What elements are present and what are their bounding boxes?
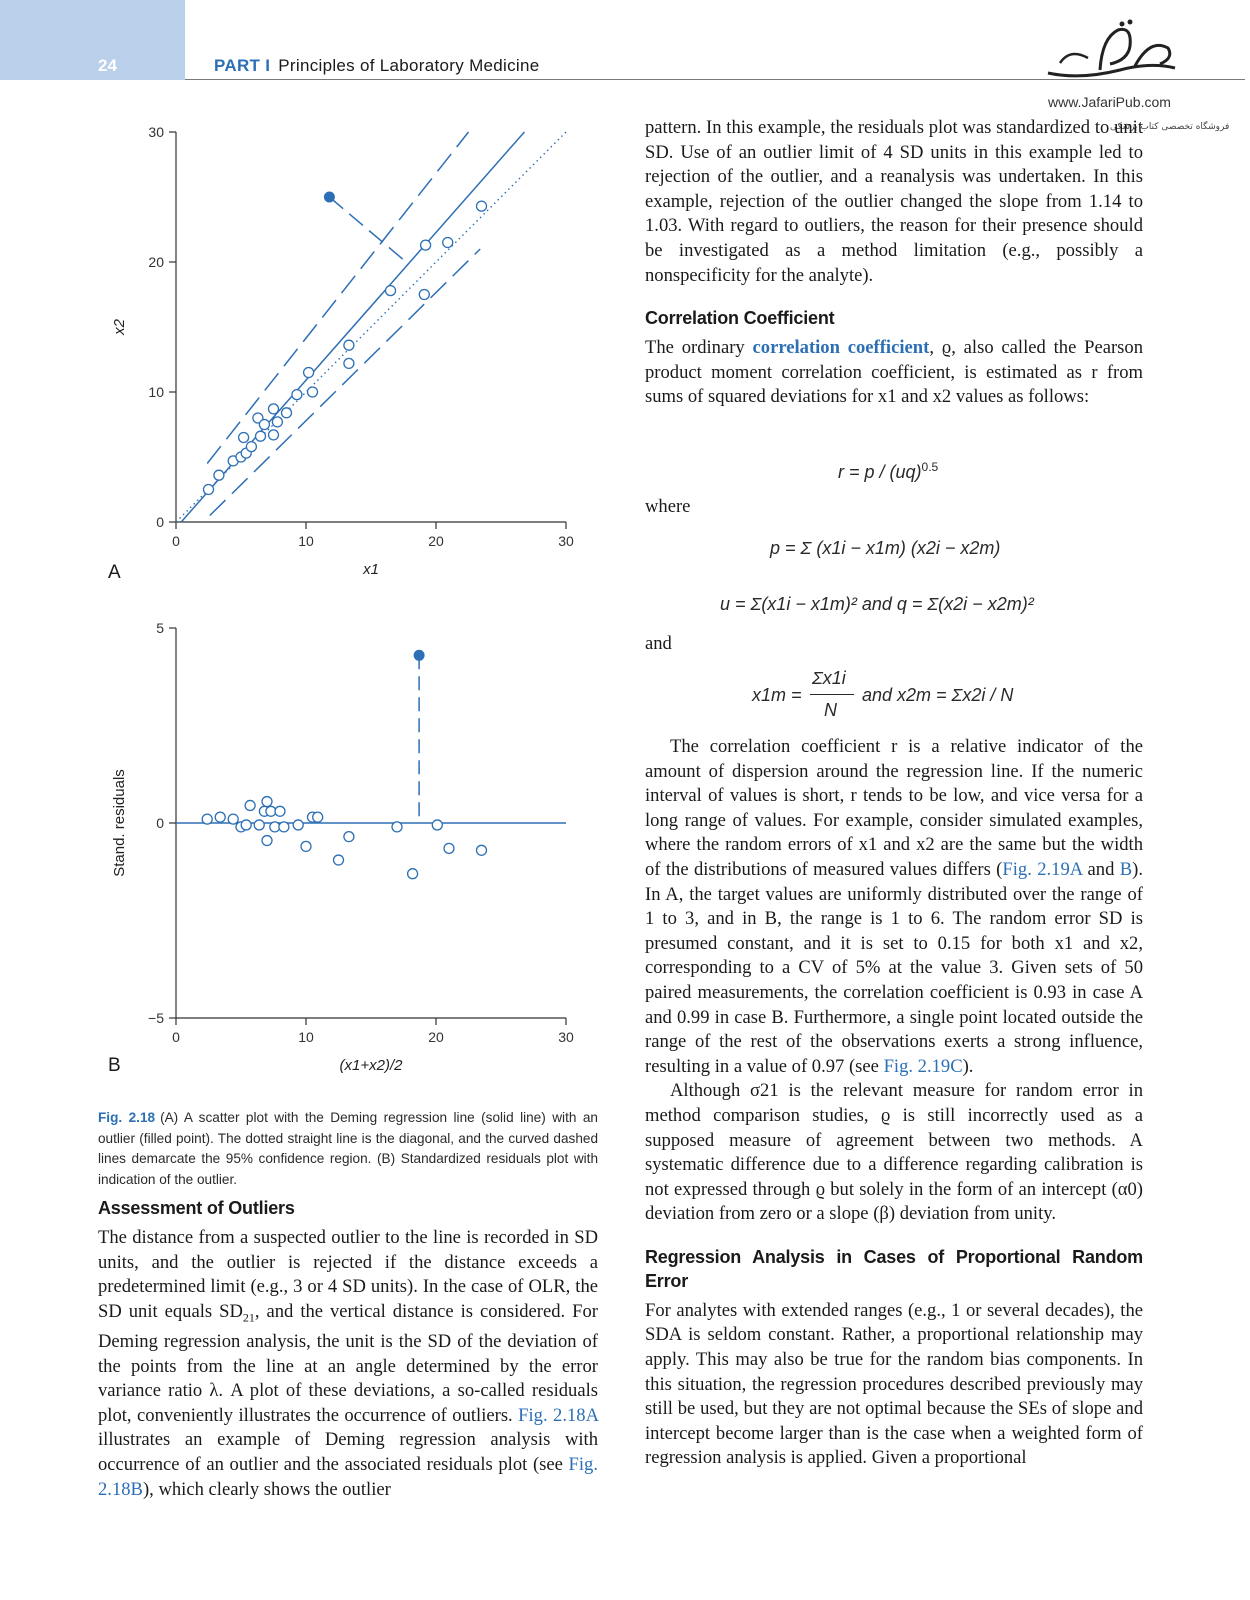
corr-and-text: and (1082, 858, 1120, 880)
equation-x2m: and x2m = Σx2i / N (862, 685, 1014, 705)
x-tick-label: 10 (298, 533, 314, 549)
y-axis-label: Stand. residuals (111, 769, 128, 877)
logo-calligraphy-icon (1040, 18, 1190, 93)
x-axis-label: (x1+x2)/2 (339, 1057, 403, 1074)
confidence-upper-line (207, 132, 468, 464)
data-point (334, 855, 344, 865)
fig-2-19c-link[interactable]: Fig. 2.19C (883, 1055, 963, 1077)
outliers-text-2: , and the vertical distance is considered. For Deming regression analysis, the unit is the SD of the deviation of the points from the line at an angle determined by the error variance ratio λ. A plot of these deviations, a so-called residuals plot, conveniently illustrates the occurrence of outliers. (98, 1300, 598, 1426)
data-point (408, 869, 418, 879)
publisher-logo (1040, 18, 1230, 132)
outliers-text-4: ), which clearly shows the outlier (142, 1478, 391, 1500)
sd21-text: SD (219, 1300, 243, 1322)
and-label: and (645, 633, 672, 654)
data-point (419, 290, 429, 300)
x-tick-label: 10 (298, 1029, 314, 1045)
outliers-text-1: The distance from a suspected outlier to the line is recorded in SD units, and the outlier is rejected if the distance exceeds a predetermined limit (e.g., 3 or 4 SD units). In the case of OLR, the SD unit equals (98, 1227, 598, 1322)
eq-r-exponent: 0.5 (921, 460, 939, 474)
figure-caption (98, 1108, 598, 1190)
data-point (204, 485, 214, 495)
data-point (282, 408, 292, 418)
data-point (301, 841, 311, 851)
data-point (432, 820, 442, 830)
data-point (279, 822, 289, 832)
panel-a-label: A (108, 562, 121, 583)
y-tick-label: 0 (156, 815, 164, 831)
logo-persian-text: فروشگاه تخصصی کتاب پزشکی (1110, 122, 1230, 132)
caption-text: (A) A scatter plot with the Deming regression line (solid line) with an outlier (filled point). The dotted straight line is the diagonal, and the curved dashed lines demarcate the 95% confidence region. (B) Standardized residuals plot with indication of the outlier. (98, 1110, 598, 1187)
data-point (304, 368, 314, 378)
y-tick-label: 20 (148, 254, 164, 270)
correlation-paragraph-3: Although σ21 is the relevant measure for random error in method comparison studies, ϱ is still incorrectly used as a supposed measure of agreement between two methods. A systematic difference due to a difference regarding calibration is not expressed through ϱ but solely in the form of an intercept (α0) deviation from zero or a slope (β) deviation from unity. (645, 1080, 1143, 1225)
data-point (313, 812, 323, 822)
outliers-paragraph (98, 1226, 598, 1502)
data-point (239, 433, 249, 443)
correlation-paragraph (645, 336, 1143, 410)
proportional-paragraph: For analytes with extended ranges (e.g., 1 or several decades), the SDA is seldom constant. Rather, a proportional relationship may apply. This may also be true for the random bias components. In this situation, the regression procedures described previously may still be used, but they are not optimal because the SEs of slope and intercept become larger than is the case when a weighted form of regression analysis is applied. Given a proportional (645, 1299, 1143, 1469)
left-column (98, 1196, 598, 1502)
corr-text-2: , ϱ, also called the Pearson product moment correlation coefficient, is estimated as r from sums of squared deviations for x1 and x2 values as follows: (645, 337, 1144, 408)
fraction-bar (810, 694, 854, 695)
x-tick-label: 20 (428, 533, 444, 549)
data-point (344, 340, 354, 350)
fig-2-18a-link[interactable]: Fig. 2.18A (518, 1404, 598, 1426)
data-point (254, 820, 264, 830)
data-point (421, 240, 431, 250)
correlation-heading: Correlation Coefficient (645, 308, 835, 329)
outlier-point (324, 192, 334, 202)
outlier-point (414, 650, 424, 660)
correlation-coefficient-link[interactable]: correlation coefficient (752, 337, 930, 359)
sd21-subscript: 21 (242, 1310, 255, 1325)
data-point (269, 404, 279, 414)
corr-text-4: ). In A, the target values are uniformly distributed over the range of 1 to 3, and in B, the range is 1 to 6. The random error SD is presumed constant, and it is set to 0.15 for both x1 and x2, corresponding to a CV of 5% at the value 3. Given sets of 50 paired measurements, the correlation coefficient is 0.93 in case A and 0.99 in case B. Furthermore, a single point located outside the range of the rest of the observations exerts a strong influence, resulting in a value of 0.97 (see (645, 858, 1143, 1077)
corr-text-5: ). (962, 1055, 974, 1077)
x-axis-label: x1 (363, 561, 379, 578)
data-point (259, 420, 269, 430)
data-point (443, 238, 453, 248)
page-number-box (0, 0, 185, 80)
equation-x1m-left: x1m = (752, 685, 802, 705)
where-label: where (645, 496, 691, 517)
y-tick-label: −5 (148, 1010, 164, 1026)
data-point (275, 806, 285, 816)
eq-r-text: r = p / (uq) (838, 462, 922, 482)
caption-label: Fig. 2.18 (98, 1110, 156, 1125)
x-tick-label: 0 (172, 1029, 180, 1045)
equation-x1m-denominator: N (824, 700, 837, 720)
data-point (344, 358, 354, 368)
equation-r (838, 460, 938, 483)
outliers-text-3: illustrates an example of Deming regression analysis with occurrence of an outlier and the associated residuals plot (see (98, 1429, 598, 1476)
data-point (246, 442, 256, 452)
data-point (477, 845, 487, 855)
x-tick-label: 20 (428, 1029, 444, 1045)
page-number: 24 (98, 56, 117, 75)
data-point (344, 832, 354, 842)
x-tick-label: 30 (558, 1029, 574, 1045)
data-point (215, 812, 225, 822)
data-point (245, 800, 255, 810)
data-point (308, 387, 318, 397)
corr-text-3: The correlation coefficient r is a relative indicator of the amount of dispersion around the regression line. If the numeric interval of values is short, r tends to be low, and vice versa for a long range of values. For example, consider simulated examples, where the random errors of x1 and x2 are the same but the width of the distributions of measured values differs ( (645, 736, 1143, 880)
equation-u-q: u = Σ(x1i − x1m)² and q = Σ(x2i − x2m)² (720, 594, 1034, 614)
data-point (293, 820, 303, 830)
panel-b-label: B (108, 1055, 121, 1076)
data-point (477, 201, 487, 211)
data-point (262, 836, 272, 846)
data-point (269, 430, 279, 440)
equation-x1m-numerator: Σx1i (812, 668, 846, 688)
y-tick-label: 0 (156, 514, 164, 530)
data-point (386, 286, 396, 296)
running-header (214, 56, 540, 76)
outliers-heading: Assessment of Outliers (98, 1198, 295, 1218)
data-point (444, 843, 454, 853)
equation-p: p = Σ (x1i − x1m) (x2i − x2m) (770, 538, 1001, 558)
data-point (272, 417, 282, 427)
part-title: Principles of Laboratory Medicine (278, 56, 540, 75)
data-point (228, 814, 238, 824)
corr-text-1: The ordinary (645, 337, 753, 359)
right-column-top (645, 116, 1143, 410)
data-point (241, 820, 251, 830)
logo-url: www.JafariPub.com (1048, 94, 1171, 110)
y-axis-label: x2 (111, 319, 128, 335)
data-point (214, 470, 224, 480)
x-tick-label: 0 (172, 533, 180, 549)
proportional-heading: Regression Analysis in Cases of Proportional Random Error (645, 1246, 1143, 1291)
fig-2-18b-link[interactable]: Fig. 2.18B (98, 1454, 598, 1500)
data-point (262, 797, 272, 807)
fig-2-19b-link[interactable]: B (1119, 858, 1133, 880)
right-column-bottom (645, 735, 1143, 1471)
part-label: PART I (214, 56, 271, 75)
y-tick-label: 10 (148, 384, 164, 400)
chart-a-scatter (100, 120, 600, 590)
data-point (292, 390, 302, 400)
intro-paragraph: pattern. In this example, the residuals plot was standardized to unit SD. Use of an outlier limit of 4 SD units in this example led to rejection of the outlier, and a reanalysis was undertaken. In this example, rejection of the outlier changed the slope from 1.14 to 1.03. With regard to outliers, the reason for their presence should be investigated as a method limitation (e.g., possibly a nonspecificity for the analyte). (645, 117, 1143, 286)
correlation-paragraph-2 (645, 735, 1143, 1079)
x-tick-label: 30 (558, 533, 574, 549)
data-point (392, 822, 402, 832)
y-tick-label: 30 (148, 124, 164, 140)
chart-b-residuals (100, 620, 600, 1080)
outlier-perpendicular-line (329, 197, 406, 262)
data-point (256, 431, 266, 441)
fig-2-19a-link[interactable]: Fig. 2.19A (1002, 858, 1083, 880)
data-point (202, 814, 212, 824)
y-tick-label: 5 (156, 620, 164, 636)
